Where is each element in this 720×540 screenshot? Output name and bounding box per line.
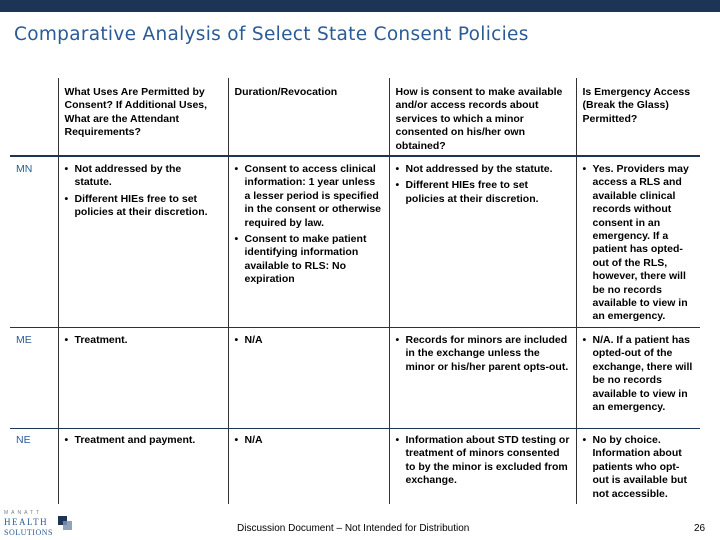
table-row: [10, 156, 700, 327]
list-item: • Not addressed by the statute.: [396, 163, 570, 176]
list-item: • Consent to make patient identifying information available to RLS: No expiration: [235, 233, 383, 287]
state-label: MN: [10, 156, 58, 327]
state-label: ME: [10, 327, 58, 428]
logo-line-3: SOLUTIONS: [4, 528, 53, 537]
table-header-row: [10, 78, 700, 156]
list-item: • N/A: [235, 434, 383, 447]
emergency-cell: [576, 428, 700, 504]
header-minor: How is consent to make available and/or access records about services to which a minor consented on his/her own obtained?: [389, 78, 576, 156]
header-state: [10, 78, 58, 156]
list-item: • Not addressed by the statute.: [65, 163, 222, 190]
page-title: Comparative Analysis of Select State Consent Policies: [14, 24, 529, 45]
list-item: • Records for minors are included in the exchange unless the minor or his/her parent opts-out.: [396, 334, 570, 374]
list-item: • Treatment.: [65, 334, 222, 347]
header-uses: What Uses Are Permitted by Consent? If Additional Uses, What are the Attendant Requirements?: [58, 78, 228, 156]
minor-cell: [389, 327, 576, 428]
duration-cell: [228, 428, 389, 504]
table-row: [10, 428, 700, 504]
uses-cell: [58, 327, 228, 428]
list-item: • Different HIEs free to set policies at their discretion.: [65, 193, 222, 220]
minor-cell: [389, 428, 576, 504]
footer-disclaimer: Discussion Document – Not Intended for Distribution: [237, 523, 470, 534]
header-emergency: Is Emergency Access (Break the Glass) Permitted?: [576, 78, 700, 156]
minor-cell: [389, 156, 576, 327]
list-item: • No by choice. Information about patients who opt-out is available but not accessible.: [583, 434, 695, 501]
page-number: 26: [694, 523, 706, 534]
uses-cell: [58, 156, 228, 327]
duration-cell: [228, 327, 389, 428]
logo-line-2: HEALTH: [4, 517, 49, 527]
policy-table: [10, 78, 700, 504]
list-item: • Different HIEs free to set policies at their discretion.: [396, 179, 570, 206]
list-item: • N/A. If a patient has opted-out of the exchange, there will be no records available to view in an emergency.: [583, 334, 695, 414]
list-item: • Treatment and payment.: [65, 434, 222, 447]
list-item: • Consent to access clinical information: 1 year unless a lesser period is specified in the consent or otherwise required by law.: [235, 163, 383, 230]
logo-square-icon: [63, 521, 72, 530]
emergency-cell: [576, 327, 700, 428]
list-item: • Yes. Providers may access a RLS and available clinical records without consent in an emergency. If a patient has opted-out of the RLS, however, there will be no records available to view in an emergency.: [583, 163, 695, 324]
header-duration: Duration/Revocation: [228, 78, 389, 156]
logo-line-1: MANATT: [4, 510, 43, 516]
state-label: NE: [16, 433, 31, 446]
uses-cell: [58, 428, 228, 504]
top-band: [0, 0, 720, 12]
list-item: • N/A: [235, 334, 383, 347]
list-item: • Information about STD testing or treatment of minors consented to by the minor is excluded from exchange.: [396, 434, 570, 488]
duration-cell: [228, 156, 389, 327]
table-row: [10, 327, 700, 428]
company-logo: [2, 510, 74, 540]
emergency-cell: [576, 156, 700, 327]
